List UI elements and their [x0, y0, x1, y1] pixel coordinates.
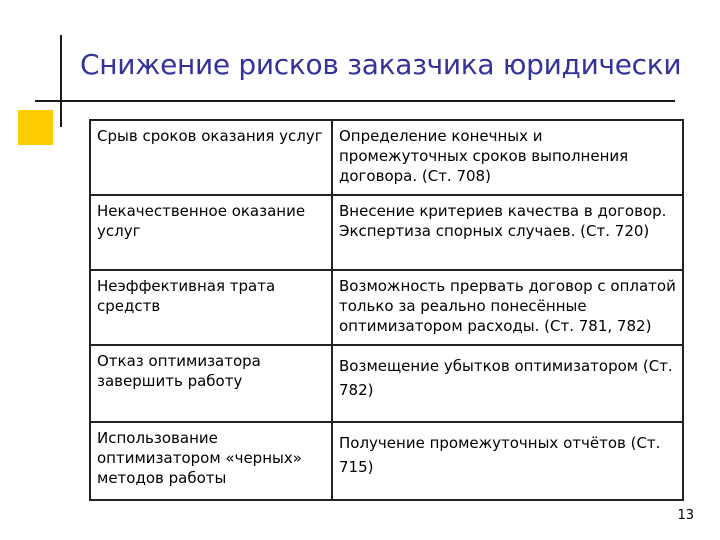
table-row [90, 195, 683, 270]
measure-cell: Возможность прервать договор с оплатой только за реально понесённые оптимизатором расходы. (Ст. 781, 782) [332, 270, 683, 345]
table-row [90, 120, 683, 195]
table-row [90, 270, 683, 345]
measure-cell: Внесение критериев качества в договор. Экспертиза спорных случаев. (Ст. 720) [332, 195, 683, 270]
table-row [90, 345, 683, 422]
table-row [90, 422, 683, 500]
measure-cell: Определение конечных и промежуточных сроков выполнения договора. (Ст. 708) [332, 120, 683, 195]
risk-cell: Некачественное оказание услуг [90, 195, 332, 270]
slide-title: Снижение рисков заказчика юридически [80, 48, 682, 81]
risk-cell: Использование оптимизатором «черных» методов работы [90, 422, 332, 500]
measure-cell: Получение промежуточных отчётов (Ст. 715) [332, 422, 683, 500]
risk-mitigation-table [89, 119, 684, 501]
decorative-yellow-square [18, 110, 53, 145]
measure-cell: Возмещение убытков оптимизатором (Ст. 782) [332, 345, 683, 422]
risk-cell: Отказ оптимизатора завершить работу [90, 345, 332, 422]
risk-cell: Срыв сроков оказания услуг [90, 120, 332, 195]
page-number: 13 [677, 508, 694, 523]
decorative-vertical-line [60, 35, 62, 127]
decorative-horizontal-line [35, 100, 675, 102]
risk-cell: Неэффективная трата средств [90, 270, 332, 345]
